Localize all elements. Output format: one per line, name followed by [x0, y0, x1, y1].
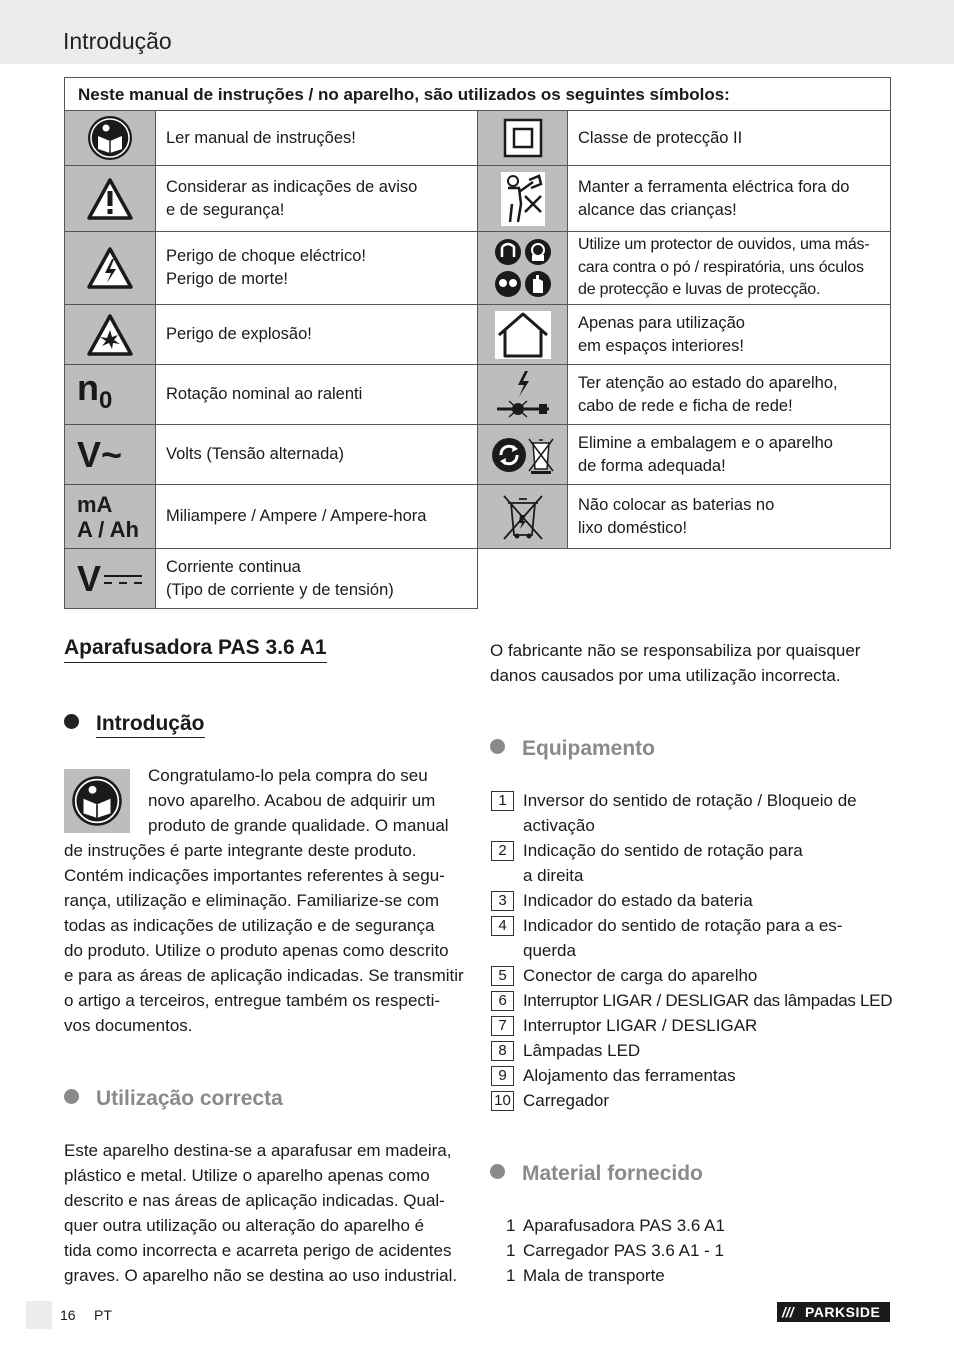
bullet-dot	[490, 739, 505, 754]
keep-away-children-icon	[478, 166, 568, 232]
list-item: 1 Carregador PAS 3.6 A1 - 1	[506, 1241, 724, 1260]
equipment-heading: Equipamento	[490, 737, 655, 761]
symbol-text: Ter atenção ao estado do aparelho, cabo de rede e ficha de rede!	[568, 365, 891, 425]
v-ac-symbol: V~	[65, 425, 156, 485]
use-text: Este aparelho destina-se a aparafusar em madeira, plástico e metal. Utilize o aparelho apenas como descrito e nas áreas de aplicação indicadas. Qual- quer outra utilização ou alteração do aparelho é tida como incorrecta e acarreta perigo de acidentes graves. O aparelho não se destina ao uso industrial.	[64, 1141, 458, 1285]
symbol-text: Apenas para utilização em espaços interiores!	[568, 305, 891, 365]
list-item: 1 Aparafusadora PAS 3.6 A1	[506, 1216, 725, 1235]
warning-triangle-icon	[65, 166, 156, 232]
page-header-title: Introdução	[63, 28, 172, 54]
symbols-table	[64, 77, 891, 609]
no-battery-bin-icon	[478, 485, 568, 549]
read-manual-icon	[64, 769, 130, 833]
list-item: 10 Carregador	[490, 1088, 892, 1113]
n0-symbol: $n_0$	[65, 365, 156, 425]
symbol-text: Volts (Tensão alternada)	[156, 425, 478, 485]
read-manual-icon	[65, 111, 156, 166]
list-item: 5 Conector de carga do aparelho	[490, 963, 892, 988]
list-item: 3 Indicador do estado da bateria	[490, 888, 892, 913]
ma-ah-symbol: mA A / Ah	[65, 485, 156, 549]
bullet-dot	[64, 714, 79, 729]
symbol-text: Miliampere / Ampere / Ampere-hora	[156, 485, 478, 549]
symbol-text: Perigo de choque eléctrico! Perigo de morte!	[156, 232, 478, 305]
recycling-icon	[478, 425, 568, 485]
electric-shock-icon	[65, 232, 156, 305]
list-item: 2 Indicação do sentido de rotação para a direita	[490, 838, 892, 888]
v-dc-symbol: V	[65, 549, 156, 609]
list-item: 1 Mala de transporte	[506, 1266, 665, 1285]
symbol-text: Manter a ferramenta eléctrica fora do alcance das crianças!	[568, 166, 891, 232]
bullet-dot	[64, 1089, 79, 1104]
symbol-text: Considerar as indicações de aviso e de segurança!	[156, 166, 478, 232]
intro-text-b: de instruções é parte integrante deste produto. Contém indicações importantes referentes à segu- rança, utilização e eliminação. Familiarize-se com todas as indicações de utilização e de segurança do produto. Utilize o produto apenas como descrito e para as áreas de aplicação indicadas. Se transmitir o artigo a terceiros, entregue também os respecti- vos documentos.	[64, 841, 464, 1035]
footer-tab	[26, 1301, 52, 1329]
list-item: 1 Inversor do sentido de rotação / Bloqueio de activação	[490, 788, 892, 838]
symbol-text: Perigo de explosão!	[156, 305, 478, 365]
cable-check-icon	[478, 365, 568, 425]
page-header-bar	[0, 0, 954, 64]
ppe-icon	[478, 232, 568, 305]
supplied-list	[506, 1213, 725, 1288]
equipment-list	[490, 788, 892, 1113]
parkside-logo: /// PARKSIDE	[777, 1302, 890, 1322]
symbols-caption: Neste manual de instruções / no aparelho, são utilizados os seguintes símbolos:	[65, 78, 891, 111]
liability-text: O fabricante não se responsabiliza por quaisquer danos causados por uma utilização incorrecta.	[490, 641, 861, 685]
list-item: 6 Interruptor LIGAR / DESLIGAR das lâmpadas LED	[490, 988, 892, 1013]
list-item: 7 Interruptor LIGAR / DESLIGAR	[490, 1013, 892, 1038]
intro-heading: Introdução	[64, 712, 205, 736]
symbol-text: Classe de protecção II	[568, 111, 891, 166]
symbol-text: Ler manual de instruções!	[156, 111, 478, 166]
use-heading: Utilização correcta	[64, 1087, 283, 1111]
indoor-only-icon	[478, 305, 568, 365]
bullet-dot	[490, 1164, 505, 1179]
explosion-icon	[65, 305, 156, 365]
language-code: PT	[94, 1307, 112, 1323]
symbol-text: Utilize um protector de ouvidos, uma más- cara contra o pó / respiratória, uns óculos de protecção e luvas de protecção.	[568, 232, 891, 305]
symbol-text: Rotação nominal ao ralenti	[156, 365, 478, 425]
symbol-text: Não colocar as baterias no lixo doméstico!	[568, 485, 891, 549]
supplied-heading: Material fornecido	[490, 1162, 703, 1186]
symbol-text: Elimine a embalagem e o aparelho de forma adequada!	[568, 425, 891, 485]
protection-class-ii-icon	[478, 111, 568, 166]
product-heading: Aparafusadora PAS 3.6 A1	[64, 636, 327, 663]
list-item: 8 Lâmpadas LED	[490, 1038, 892, 1063]
list-item: 9 Alojamento das ferramentas	[490, 1063, 892, 1088]
symbol-text: Corriente continua (Tipo de corriente y de tensión)	[156, 549, 478, 609]
intro-text-a: Congratulamo-lo pela compra do seu novo aparelho. Acabou de adquirir um produto de grande qualidade. O manual	[148, 766, 449, 835]
list-item: 4 Indicador do sentido de rotação para a es- querda	[490, 913, 892, 963]
page-number: 16	[60, 1307, 76, 1323]
